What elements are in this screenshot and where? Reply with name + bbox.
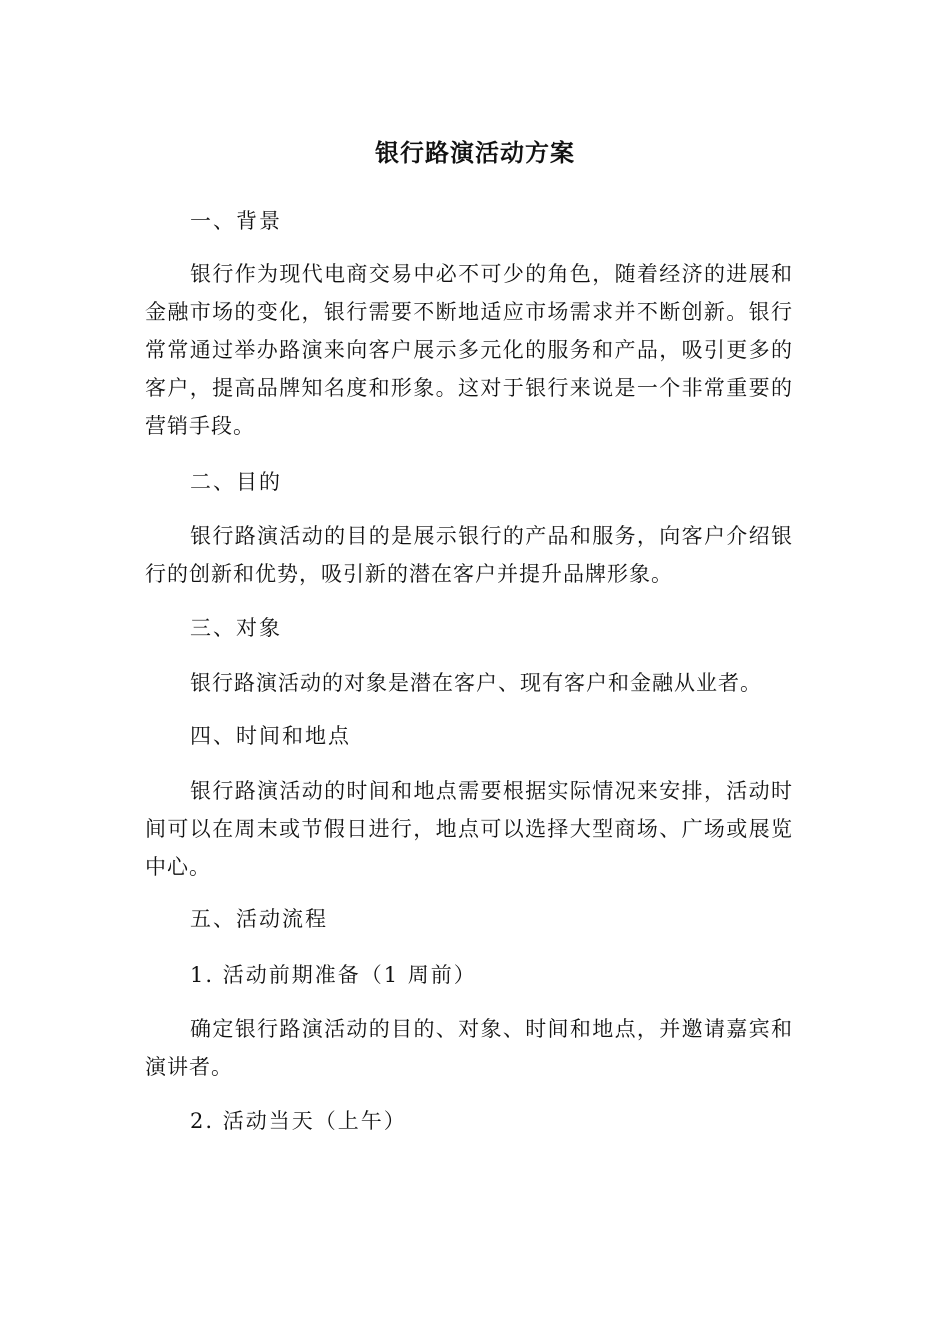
section-body-background: 银行作为现代电商交易中必不可少的角色，随着经济的进展和金融市场的变化，银行需要不断地适应市场需求并不断创新。银行常常通过举办路演来向客户展示多元化的服务和产品，吸引更多的客户，提高品牌知名度和形象。这对于银行来说是一个非常重要的营销手段。 [145,262,793,438]
process-step-body: 确定银行路演活动的目的、对象、时间和地点，并邀请嘉宾和演讲者。 [145,1017,793,1079]
section-body-purpose: 银行路演活动的目的是展示银行的产品和服务，向客户介绍银行的创新和优势，吸引新的潜在客户并提升品牌形象。 [145,524,793,586]
section-body-audience: 银行路演活动的对象是潜在客户、现有客户和金融从业者。 [190,671,762,695]
process-step-label: 2. 活动当天（上午） [190,1109,407,1133]
section-heading-audience: 三、对象 [190,616,282,640]
section-heading-background: 一、背景 [190,209,282,233]
section-heading-time-place: 四、时间和地点 [190,724,351,748]
document-title: 银行路演活动方案 [375,139,575,167]
section-body-time-place: 银行路演活动的时间和地点需要根据实际情况来安排，活动时间可以在周末或节假日进行，地点可以选择大型商场、广场或展览中心。 [145,779,793,879]
section-heading-process: 五、活动流程 [190,907,328,931]
process-step-label: 1. 活动前期准备（1 周前） [190,963,477,987]
section-heading-purpose: 二、目的 [190,470,282,494]
